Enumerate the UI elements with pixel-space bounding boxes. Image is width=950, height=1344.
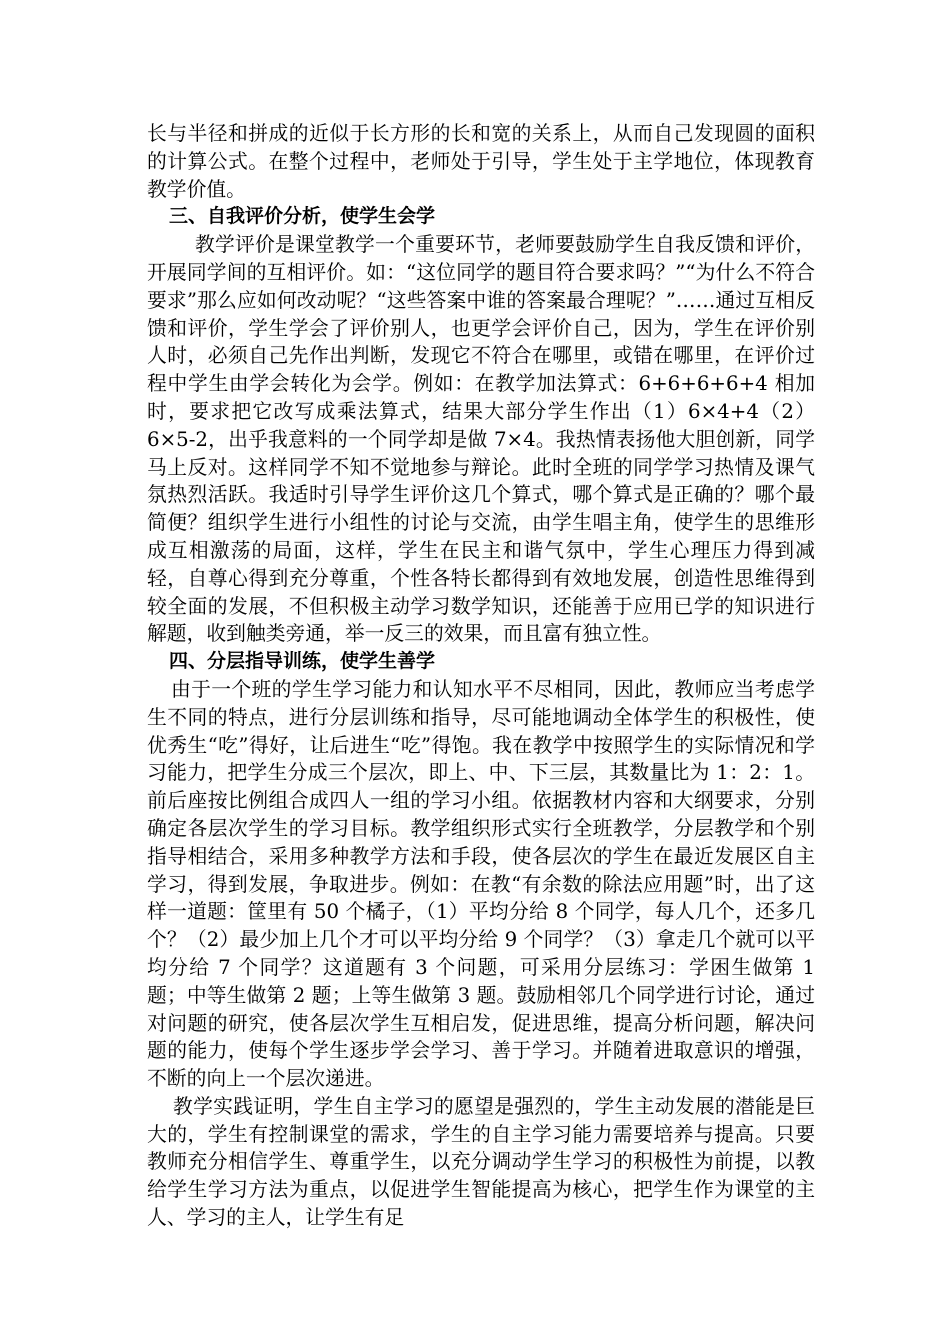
section-heading-3: 三、自我评价分析，使学生会学 xyxy=(169,205,436,228)
section-3-paragraph: 教学评价是课堂教学一个重要环节，老师要鼓励学生自我反馈和评价，开展同学间的互相评价。如：“这位同学的题目符合要求吗？”“为什么不符合要求”那么应如何改动呢？“这些答案中谁的答案最合理呢？”……通过互相反馈和评价，学生学会了评价别人，也更学会评价自己，因为，学生在评价别人时，必须自己先作出判断，发现它不符合在哪里，或错在哪里，在评价过程中学生由学会转化为会学。例如：在教学加法算式：6+6+6+6+4 相加时，要求把它改写成乘法算式，结果大部分学生作出（1）6×4+4（2）6×5-2，出乎我意料的一个同学却是做 7×4。我热情表扬他大胆创新，同学马上反对。这样同学不知不觉地参与辩论。此时全班的同学学习热情及课气氛热烈活跃。我适时引导学生评价这几个算式，哪个算式是正确的？哪个最简便？组织学生进行小组性的讨论与交流，由学生唱主角，使学生的思维形成互相激荡的局面，这样，学生在民主和谐气氛中，学生心理压力得到减轻，自尊心得到充分尊重，个性各特长都得到有效地发展，创造性思维得到较全面的发展，不但积极主动学习数学知识，还能善于应用已学的知识进行解题，收到触类旁通，举一反三的效果，而且富有独立性。 xyxy=(147,233,815,646)
conclusion-paragraph: 教学实践证明，学生自主学习的愿望是强烈的，学生主动发展的潜能是巨大的，学生有控制课堂的需求，学生的自主学习能力需要培养与提高。只要教师充分相信学生、尊重学生，以充分调动学生学习的积极性为前提，以教给学生学习方法为重点，以促进学生智能提高为核心，把学生作为课堂的主人、学习的主人，让学生有足 xyxy=(147,1094,815,1230)
section-heading-4: 四、分层指导训练，使学生善学 xyxy=(169,650,436,673)
section-4-paragraph: 由于一个班的学生学习能力和认知水平不尽相同，因此，教师应当考虑学生不同的特点，进行分层训练和指导，尽可能地调动全体学生的积极性，使优秀生“吃”得好，让后进生“吃”得饱。我在教学中按照学生的实际情况和学习能力，把学生分成三个层次，即上、中、下三层，其数量比为 1：2：1。前后座按比例组合成四人一组的学习小组。依据教材内容和大纲要求，分别确定各层次学生的学习目标。教学组织形式实行全班教学，分层教学和个别指导相结合，采用多种教学方法和手段，使各层次的学生在最近发展区自主学习，得到发展，争取进步。例如：在教“有余数的除法应用题”时，出了这样一道题：筐里有 50 个橘子，（1）平均分给 8 个同学，每人几个，还多几个？（2）最少加上几个才可以平均分给 9 个同学？（3）拿走几个就可以平均分给 7 个同学？这道题有 3 个问题，可采用分层练习：学困生做第 1 题；中等生做第 2 题；上等生做第 3 题。鼓励相邻几个同学进行讨论，通过对问题的研究，使各层次学生互相启发，促进思维，提高分析问题，解决问题的能力，使每个学生逐步学会学习、善于学习。并随着进取意识的增强，不断的向上一个层次递进。 xyxy=(147,677,815,1091)
document-page xyxy=(147,120,815,1232)
intro-paragraph: 长与半径和拼成的近似于长方形的长和宽的关系上，从而自己发现圆的面积的计算公式。在整个过程中，老师处于引导，学生处于主学地位，体现教育教学价值。 xyxy=(147,122,815,201)
